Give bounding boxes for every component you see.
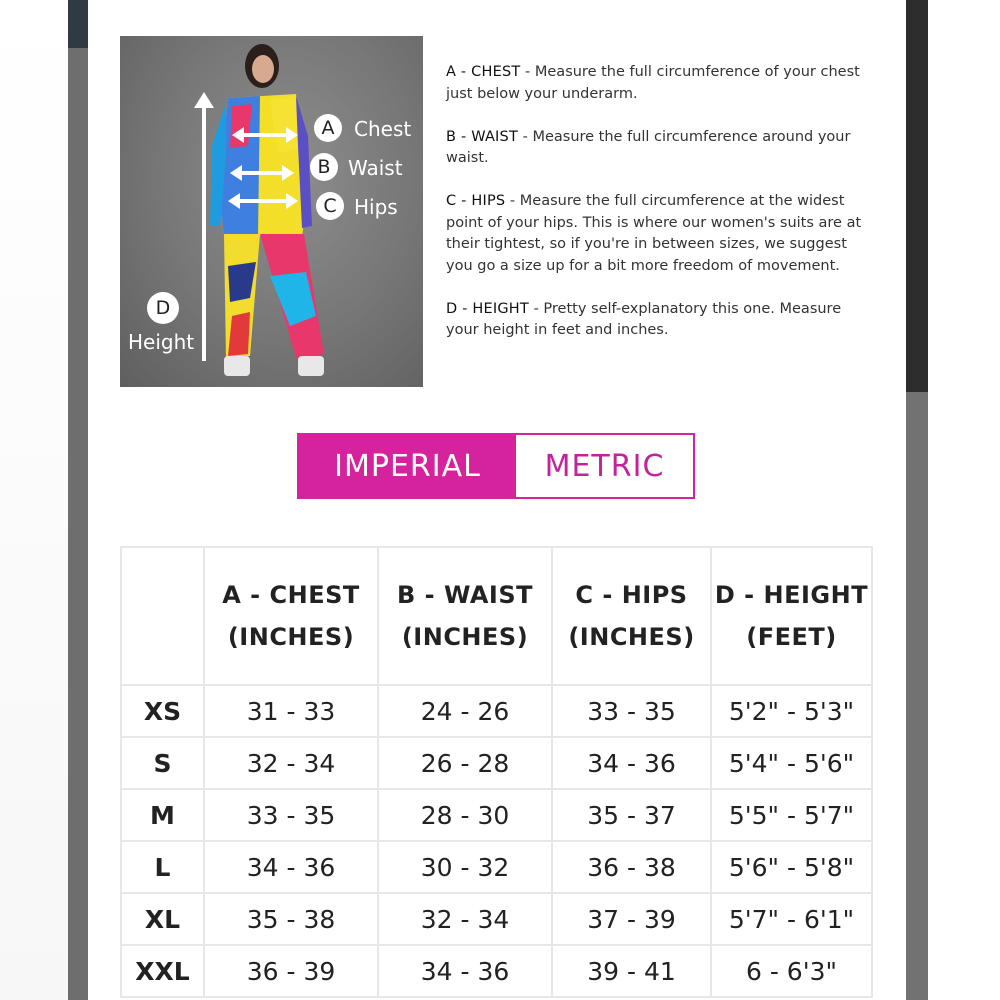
waist-cell: 24 - 26 <box>378 685 552 737</box>
header-size <box>121 547 204 685</box>
waist-cell: 32 - 34 <box>378 893 552 945</box>
waist-label: Waist <box>348 156 403 180</box>
left-edge-top <box>68 0 88 48</box>
height-cell: 5'5" - 5'7" <box>711 789 872 841</box>
hips-instruction <box>446 191 866 277</box>
size-cell: M <box>121 789 204 841</box>
table-row <box>121 685 872 737</box>
header-height: D - HEIGHT (FEET) <box>711 547 872 685</box>
header-chest: A - CHEST (INCHES) <box>204 547 378 685</box>
model-photo <box>120 36 423 387</box>
hips-instruction-text: - Measure the full circumference at the widest point of your hips. This is where our women's suits are at their tightest, so if you're in between sizes, we suggest you go a size up for a bit more freedom of movement. <box>446 193 862 274</box>
table-row <box>121 737 872 789</box>
waist-instruction-key: B - WAIST <box>446 128 518 145</box>
size-cell: L <box>121 841 204 893</box>
chest-cell: 34 - 36 <box>204 841 378 893</box>
left-margin <box>0 0 88 1000</box>
waist-cell: 26 - 28 <box>378 737 552 789</box>
size-cell: XS <box>121 685 204 737</box>
size-guide-panel <box>88 0 906 1000</box>
chest-cell: 31 - 33 <box>204 685 378 737</box>
height-label: Height <box>128 330 195 354</box>
chest-instruction-text: - Measure the full circumference of your chest just below your underarm. <box>446 64 860 102</box>
waist-badge: B <box>310 153 338 181</box>
left-scroll-edge <box>68 0 88 1000</box>
measurement-instructions <box>446 62 866 363</box>
hips-cell: 37 - 39 <box>552 893 711 945</box>
waist-instruction <box>446 127 866 170</box>
chest-label: Chest <box>354 117 412 141</box>
hips-cell: 33 - 35 <box>552 685 711 737</box>
waist-cell: 30 - 32 <box>378 841 552 893</box>
height-cell: 5'7" - 6'1" <box>711 893 872 945</box>
hips-instruction-key: C - HIPS <box>446 193 506 209</box>
chest-cell: 35 - 38 <box>204 893 378 945</box>
height-instruction-key: D - HEIGHT <box>446 300 529 317</box>
table-row <box>121 893 872 945</box>
height-cell: 6 - 6'3" <box>711 945 872 997</box>
header-hips: C - HIPS (INCHES) <box>552 547 711 685</box>
right-margin <box>906 0 1000 1000</box>
hips-badge: C <box>316 192 344 220</box>
header-waist: B - WAIST (INCHES) <box>378 547 552 685</box>
chest-badge: A <box>314 114 342 142</box>
hips-cell: 34 - 36 <box>552 737 711 789</box>
height-instruction-text: - Pretty self-explanatory this one. Measure your height in feet and inches. <box>446 300 842 338</box>
height-cell: 5'6" - 5'8" <box>711 841 872 893</box>
table-row <box>121 841 872 893</box>
height-instruction <box>446 299 866 342</box>
table-row <box>121 789 872 841</box>
size-cell: XXL <box>121 945 204 997</box>
metric-tab[interactable]: METRIC <box>516 435 693 497</box>
height-cell: 5'4" - 5'6" <box>711 737 872 789</box>
scrollbar-thumb[interactable] <box>906 0 928 392</box>
waist-cell: 28 - 30 <box>378 789 552 841</box>
size-cell: S <box>121 737 204 789</box>
size-chart-table <box>120 546 873 998</box>
imperial-tab[interactable]: IMPERIAL <box>299 435 516 497</box>
height-badge: D <box>147 292 179 324</box>
table-row <box>121 945 872 997</box>
chest-cell: 32 - 34 <box>204 737 378 789</box>
chest-instruction-key: A - CHEST <box>446 64 521 80</box>
size-cell: XL <box>121 893 204 945</box>
table-header-row <box>121 547 872 685</box>
height-cell: 5'2" - 5'3" <box>711 685 872 737</box>
waist-cell: 34 - 36 <box>378 945 552 997</box>
waist-instruction-text: - Measure the full circumference around your waist. <box>446 128 851 166</box>
hips-cell: 36 - 38 <box>552 841 711 893</box>
hips-cell: 39 - 41 <box>552 945 711 997</box>
chest-cell: 36 - 39 <box>204 945 378 997</box>
chest-instruction <box>446 62 866 105</box>
unit-toggle <box>297 433 695 499</box>
hips-label: Hips <box>354 195 398 219</box>
hips-cell: 35 - 37 <box>552 789 711 841</box>
chest-cell: 33 - 35 <box>204 789 378 841</box>
